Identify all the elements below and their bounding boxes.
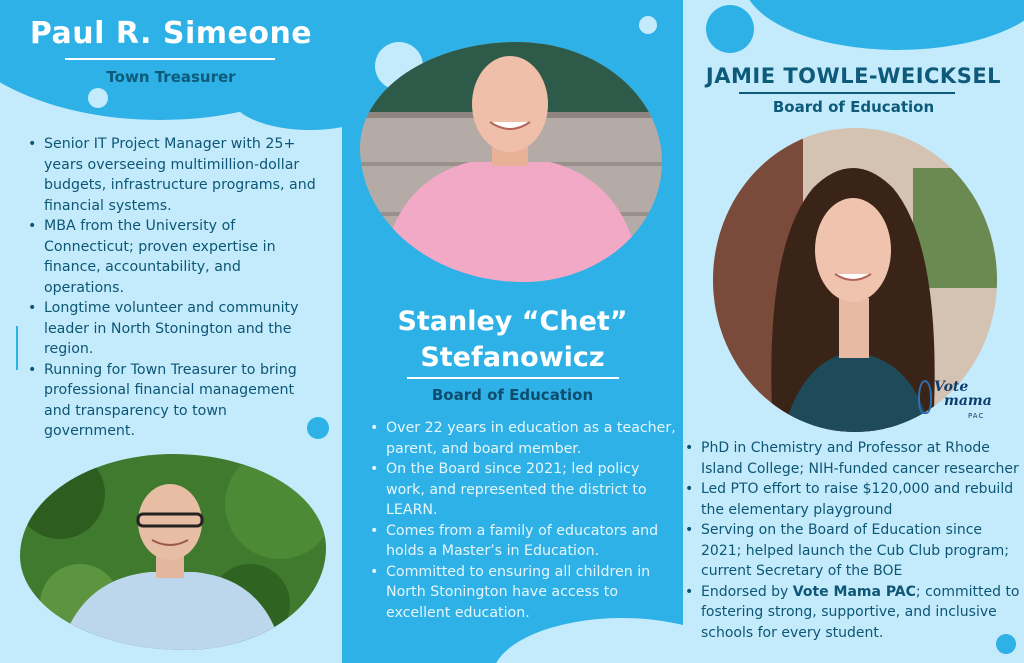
candidate-name: Paul R. Simeone [29, 16, 313, 51]
candidate-panel-simeone [0, 0, 342, 663]
list-item: • Led PTO effort to raise $120,000 and rebuild the elementary playground [683, 479, 1021, 520]
list-item: • Over 22 years in education as a teacher, parent, and board member. [368, 418, 680, 459]
candidate-name-line1: Stanley “Chet” [397, 306, 628, 337]
bio-list [683, 438, 1021, 643]
list-item: • Committed to ensuring all children in North Stonington have access to excellent education. [368, 562, 680, 624]
logo-pac: PAC [968, 412, 985, 420]
logo-mark-icon [918, 380, 932, 414]
list-item: • Serving on the Board of Education since 2021; helped launch the Cub Club program; current Secretary of the BOE [683, 520, 1021, 582]
decor-dot [88, 88, 108, 108]
decor-dot [639, 16, 657, 34]
decor-dot [706, 5, 754, 53]
side-rule [16, 326, 18, 370]
list-item: • Comes from a family of educators and holds a Master’s in Education. [368, 521, 680, 562]
candidate-panel-towle-weicksel [683, 0, 1024, 663]
candidate-role: Board of Education [772, 98, 935, 116]
endorsement-name: Vote Mama PAC [792, 583, 916, 600]
candidate-panel-stefanowicz [342, 0, 683, 663]
name-underline [407, 377, 619, 379]
name-underline [739, 92, 955, 94]
list-item: • On the Board since 2021; led policy work, and represented the district to LEARN. [368, 459, 680, 521]
logo-text: Vote mama [934, 379, 992, 409]
bio-list [368, 418, 680, 623]
candidate-role: Town Treasurer [106, 68, 236, 86]
decor-dot [996, 634, 1016, 654]
list-item: • Senior IT Project Manager with 25+ years overseeing multimillion-dollar budgets, infrastructure programs, and financial systems. [26, 134, 322, 216]
candidate-name-line2: Stefanowicz [420, 342, 605, 373]
candidate-photo [20, 454, 326, 650]
decor-dot [307, 417, 329, 439]
list-item: • Endorsed by Vote Mama PAC; committed to fostering strong, supportive, and inclusive schools for every student. [683, 582, 1021, 644]
name-underline [65, 58, 275, 60]
vote-mama-pac-logo [916, 378, 1016, 428]
candidate-role: Board of Education [431, 386, 594, 404]
list-item: • PhD in Chemistry and Professor at Rhode Island College; NIH-funded cancer researcher [683, 438, 1021, 479]
list-item: • Longtime volunteer and community leader in North Stonington and the region. [26, 298, 322, 360]
header-blob [743, 0, 1024, 50]
candidate-name: JAMIE TOWLE-WEICKSEL [705, 64, 1002, 88]
candidate-photo [360, 42, 662, 282]
list-item: • MBA from the University of Connecticut; proven expertise in finance, accountability, and operations. [26, 216, 322, 298]
bio-list [26, 134, 322, 442]
footer-blob [492, 618, 683, 663]
list-item: • Running for Town Treasurer to bring professional financial management and transparency to town government. [26, 360, 322, 442]
